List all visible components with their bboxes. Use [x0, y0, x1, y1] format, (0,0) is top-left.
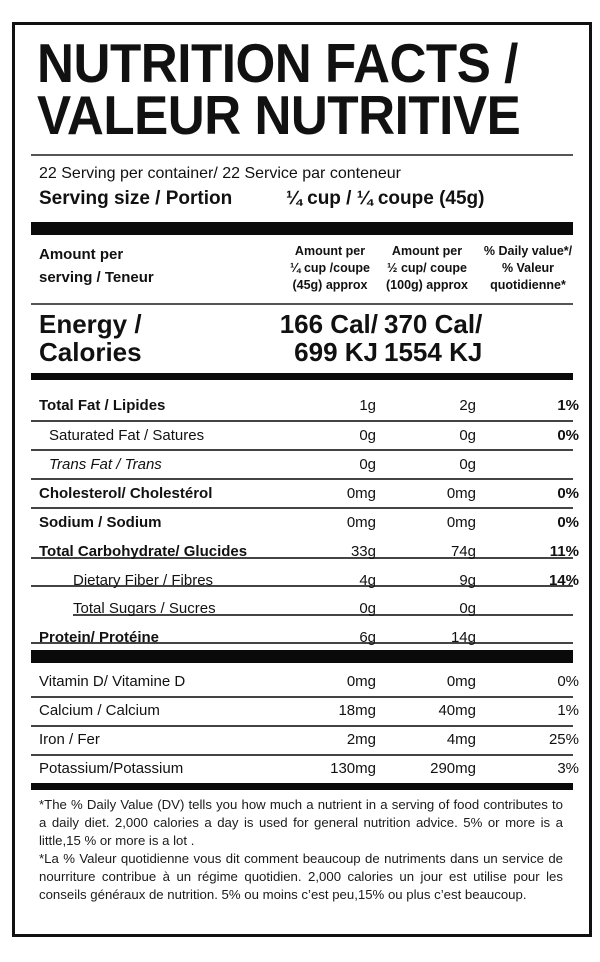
amount-half-cup: 4mg [446, 731, 476, 748]
energy-calories: 370 Cal/ [384, 309, 483, 339]
nutrition-facts-label [12, 22, 592, 937]
header-line: (45g) approx [292, 278, 368, 292]
header-line: (100g) approx [386, 278, 468, 292]
energy-calories: 166 Cal/ [279, 309, 378, 339]
servings-per-container: 22 Serving per container/ 22 Service par conteneur [39, 165, 401, 182]
daily-value: 1% [557, 702, 579, 719]
nutrient-name: Protein/ Protéine [39, 629, 160, 646]
amount-quarter-cup: 0g [359, 456, 376, 473]
column-header-half-cup [378, 243, 476, 294]
thick-divider [31, 373, 573, 380]
nutrient-name: Potassium/Potassium [39, 760, 184, 777]
amount-quarter-cup: 0mg [346, 514, 376, 531]
daily-value: 0% [557, 514, 579, 531]
amount-quarter-cup: 4g [359, 572, 376, 589]
label-title [37, 32, 549, 146]
nutrient-row-sugars [31, 594, 573, 623]
thick-divider [31, 222, 573, 235]
nutrient-name: Vitamin D/ Vitamine D [39, 673, 186, 690]
nutrient-row-fiber [31, 566, 579, 595]
nutrient-name: Total Fat / Lipides [39, 397, 166, 414]
energy-kj: 699 KJ [294, 337, 378, 367]
daily-value: 1% [557, 397, 579, 414]
amount-half-cup: 0g [459, 427, 476, 444]
header-line: Amount per [391, 244, 463, 258]
header-line: quotidienne* [490, 278, 566, 292]
energy-label-line: Energy / [39, 309, 142, 339]
amount-quarter-cup: 130mg [330, 760, 376, 777]
amount-quarter-cup: 0mg [346, 485, 376, 502]
amount-half-cup: 0mg [446, 514, 476, 531]
header-line: Amount per [294, 244, 366, 258]
header-line: % Valeur [501, 261, 555, 275]
amount-half-cup: 0g [459, 456, 476, 473]
amount-quarter-cup: 2mg [346, 731, 376, 748]
daily-value: 0% [557, 427, 579, 444]
amount-quarter-cup: 18mg [338, 702, 376, 719]
amount-per-serving-header [39, 243, 154, 289]
header-line: ¼ cup /coupe [290, 261, 370, 275]
column-header-quarter-cup [281, 243, 379, 294]
amount-quarter-cup: 0mg [346, 673, 376, 690]
header-left-line: serving / Teneur [39, 269, 154, 286]
divider [31, 303, 573, 305]
thick-divider [31, 650, 573, 663]
title-french: VALEUR NUTRITIVE [37, 84, 521, 146]
amount-quarter-cup: 1g [359, 397, 376, 414]
nutrient-name: Cholesterol/ Cholestérol [39, 485, 213, 502]
amount-half-cup: 2g [459, 397, 476, 414]
daily-value: 3% [557, 760, 579, 777]
nutrient-row-sodium [31, 508, 579, 537]
mineral-row-vitamin-d [31, 667, 579, 696]
daily-value: 14% [548, 572, 579, 589]
amount-half-cup: 290mg [430, 760, 476, 777]
header-left-line: Amount per [39, 246, 124, 263]
amount-quarter-cup: 6g [359, 629, 376, 646]
amount-half-cup: 40mg [438, 702, 476, 719]
energy-label [39, 310, 142, 366]
amount-half-cup: 0mg [446, 673, 476, 690]
header-line: ½ cup/ coupe [387, 261, 467, 275]
amount-half-cup: 14g [450, 629, 476, 646]
energy-kj: 1554 KJ [384, 337, 483, 367]
daily-value: 11% [549, 543, 579, 560]
nutrient-name: Dietary Fiber / Fibres [73, 572, 214, 589]
amount-quarter-cup: 0g [359, 427, 376, 444]
nutrient-row-protein [31, 623, 573, 652]
amount-half-cup: 0g [459, 600, 476, 617]
amount-quarter-cup: 0g [359, 600, 376, 617]
energy-label-line: Calories [39, 337, 142, 367]
energy-quarter-cup [261, 310, 378, 366]
nutrient-name: Trans Fat / Trans [49, 456, 162, 473]
footnote-english: *The % Daily Value (DV) tells you how much a nutrient in a serving of food contributes to a daily diet. 2,000 calories a day is used for general nutrition advice. 5% or more is a little,15 % or more is a lot . [39, 797, 563, 848]
amount-quarter-cup: 33g [350, 543, 376, 560]
nutrient-name: Saturated Fat / Satures [49, 427, 205, 444]
serving-size [39, 188, 485, 210]
mineral-row-potassium [31, 754, 579, 783]
serving-size-label: Serving size / Portion [39, 188, 233, 209]
amount-half-cup: 9g [459, 572, 476, 589]
mineral-row-iron [31, 725, 579, 754]
column-header-daily-value [478, 243, 578, 294]
title-english: NUTRITION FACTS / [37, 32, 518, 94]
mineral-row-calcium [31, 696, 579, 725]
header-line: % Daily value*/ [483, 244, 573, 258]
daily-value: 0% [557, 485, 579, 502]
energy-half-cup [384, 310, 504, 366]
nutrient-name: Sodium / Sodium [39, 514, 162, 531]
nutrient-row-cholesterol [31, 479, 579, 508]
nutrient-row-saturated-fat [31, 421, 579, 450]
daily-value: 25% [548, 731, 579, 748]
thick-divider [31, 783, 573, 790]
nutrient-name: Total Sugars / Sucres [73, 600, 216, 617]
daily-value: 0% [557, 673, 579, 690]
amount-half-cup: 0mg [446, 485, 476, 502]
nutrient-row-trans-fat [31, 450, 573, 479]
nutrient-name: Iron / Fer [39, 731, 100, 748]
nutrient-row-carbohydrate [31, 537, 579, 566]
amount-half-cup: 74g [450, 543, 476, 560]
nutrient-name: Total Carbohydrate/ Glucides [39, 543, 248, 560]
footnote-french: *La % Valeur quotidienne vous dit comment beaucoup de nutriments dans un service de nourriture contribue à un régime quotidien. 2,000 calories un jour est utilise pour les conseils généraux de nutrition. 5% ou moins c’est peu,15% ou plus c’est beaucoup. [39, 851, 563, 902]
nutrient-name: Calcium / Calcium [39, 702, 160, 719]
serving-size-value: ¼ cup / ¼ coupe (45g) [286, 188, 485, 209]
divider [31, 154, 573, 156]
nutrient-row-total-fat [31, 391, 579, 420]
